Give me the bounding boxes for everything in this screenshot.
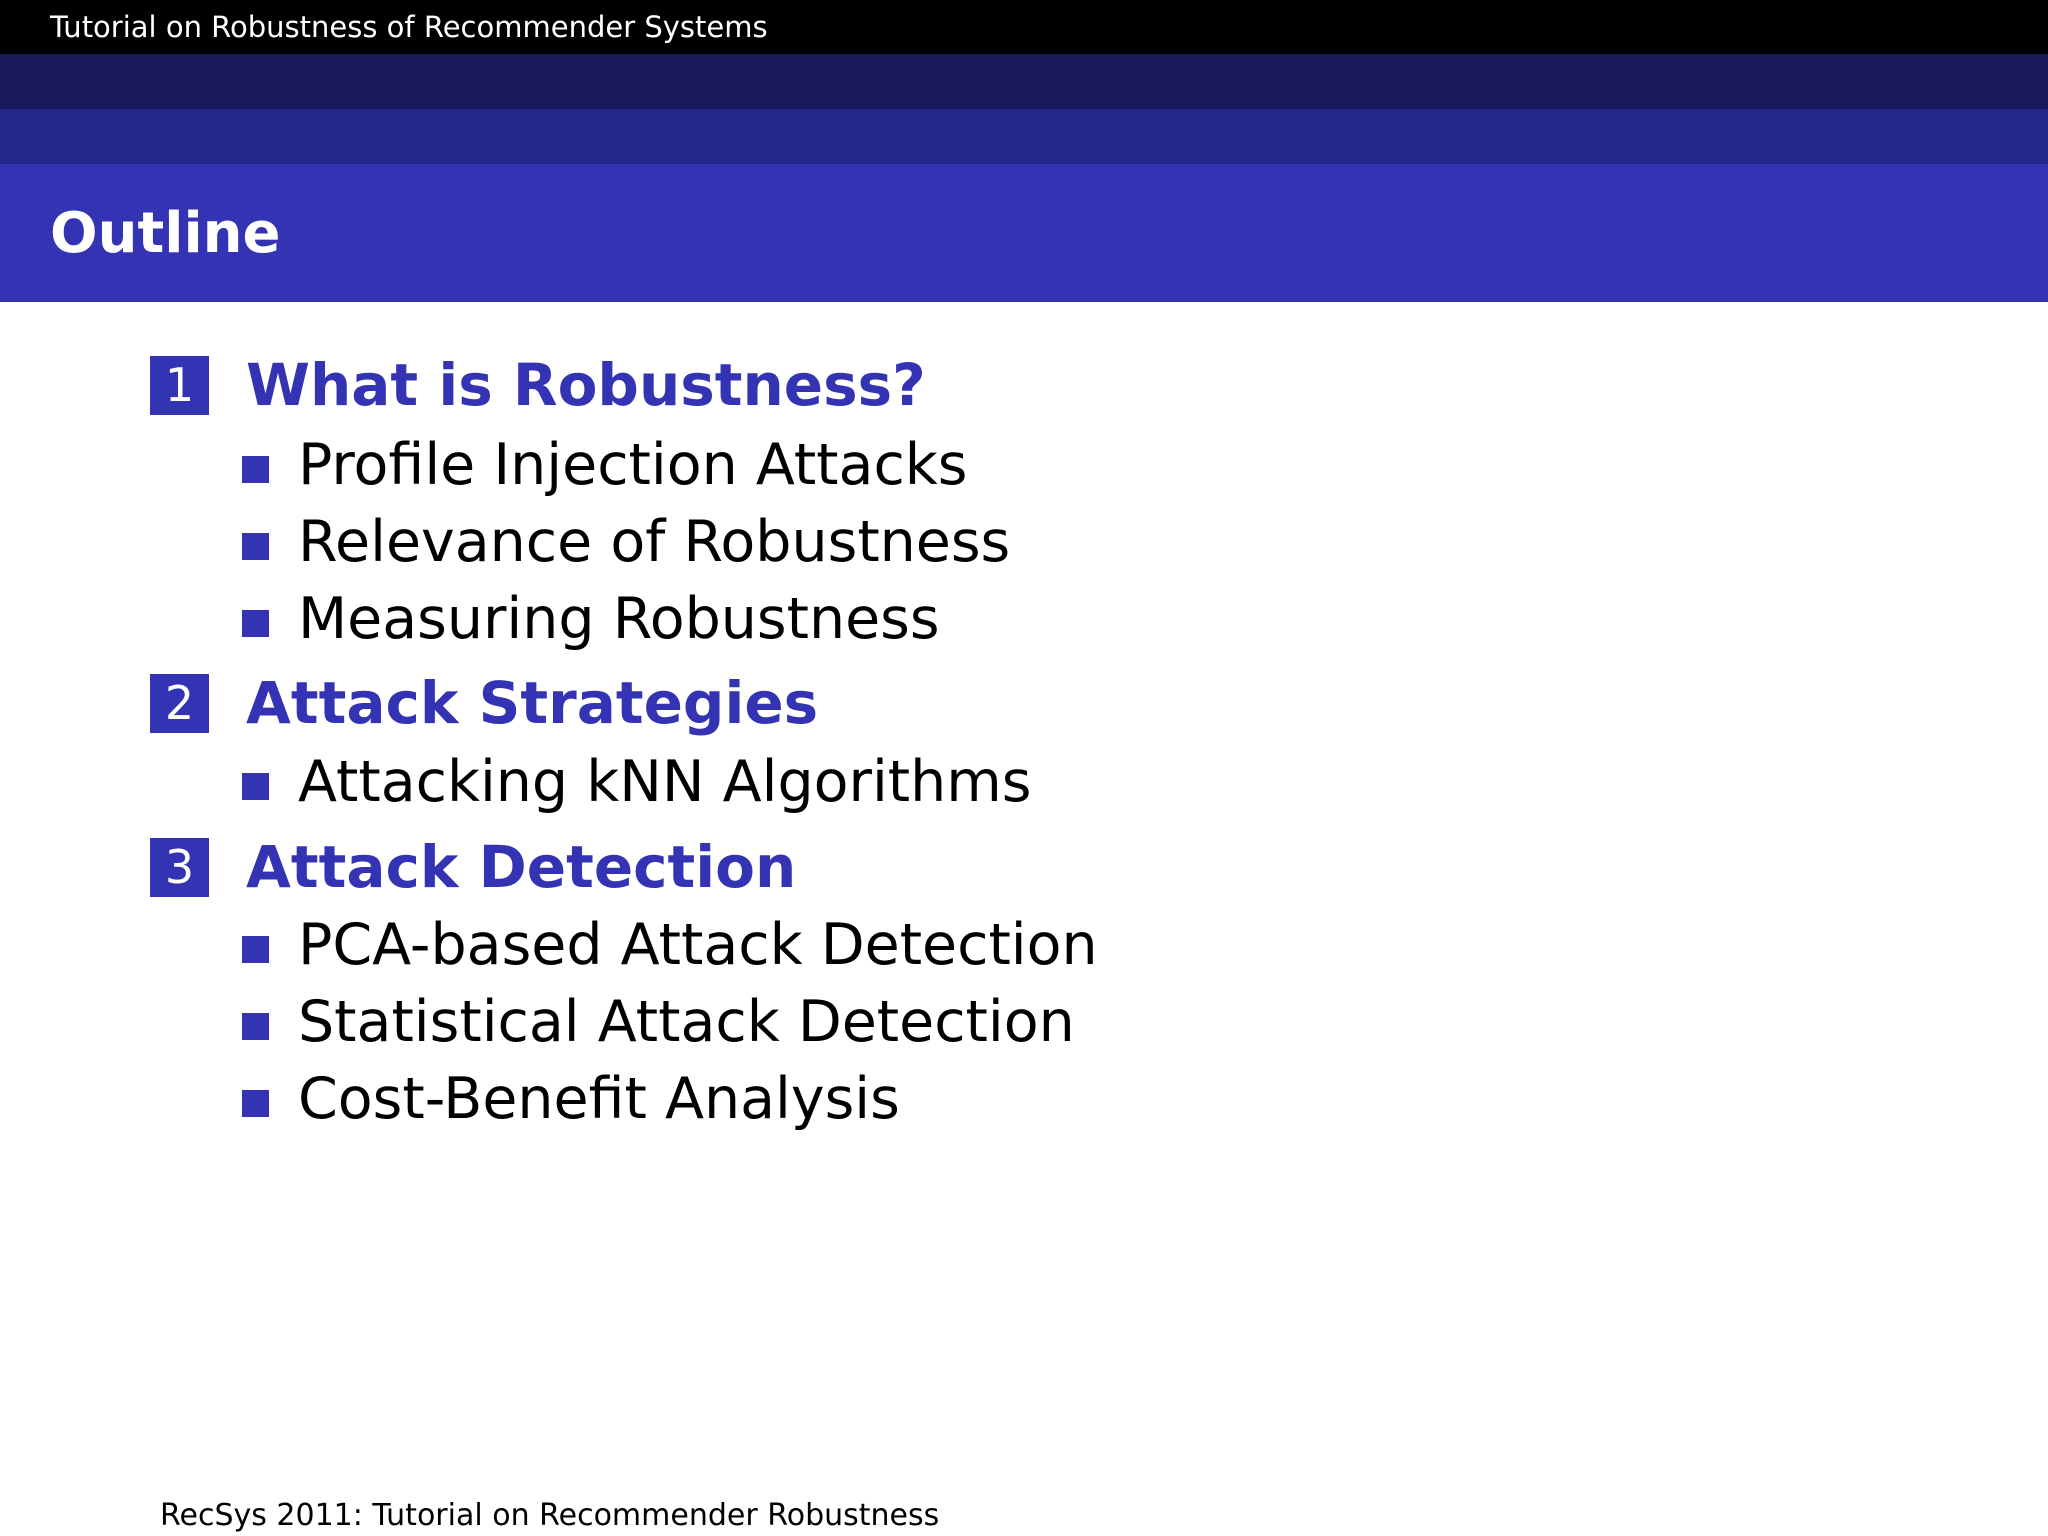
subsection-title[interactable]: Attacking kNN Algorithms (298, 749, 1032, 815)
section-title[interactable]: What is Robustness? (246, 351, 926, 419)
square-bullet-icon (242, 1090, 269, 1117)
subsection-title[interactable]: Profile Injection Attacks (298, 432, 968, 498)
header-band-dark (0, 54, 2048, 109)
square-bullet-icon (242, 1013, 269, 1040)
subsection-title[interactable]: Statistical Attack Detection (298, 989, 1075, 1055)
presentation-header-bar (0, 0, 2048, 54)
frame-title-bar (0, 164, 2048, 302)
presentation-title: Tutorial on Robustness of Recommender Systems (50, 10, 768, 44)
subsection-title[interactable]: Relevance of Robustness (298, 509, 1011, 575)
section-title[interactable]: Attack Detection (246, 833, 797, 901)
section-number-badge: 1 (150, 356, 209, 415)
section-title[interactable]: Attack Strategies (246, 669, 819, 737)
square-bullet-icon (242, 456, 269, 483)
section-number-badge: 3 (150, 838, 209, 897)
square-bullet-icon (242, 533, 269, 560)
subsection-title[interactable]: PCA-based Attack Detection (298, 912, 1098, 978)
subsection-title[interactable]: Measuring Robustness (298, 586, 940, 652)
subsection-title[interactable]: Cost-Benefit Analysis (298, 1066, 900, 1132)
section-number-badge: 2 (150, 674, 209, 733)
frame-title: Outline (50, 201, 281, 266)
header-band-mid (0, 109, 2048, 164)
square-bullet-icon (242, 610, 269, 637)
slide-footer: RecSys 2011: Tutorial on Recommender Robustness (160, 1498, 940, 1533)
square-bullet-icon (242, 773, 269, 800)
square-bullet-icon (242, 936, 269, 963)
